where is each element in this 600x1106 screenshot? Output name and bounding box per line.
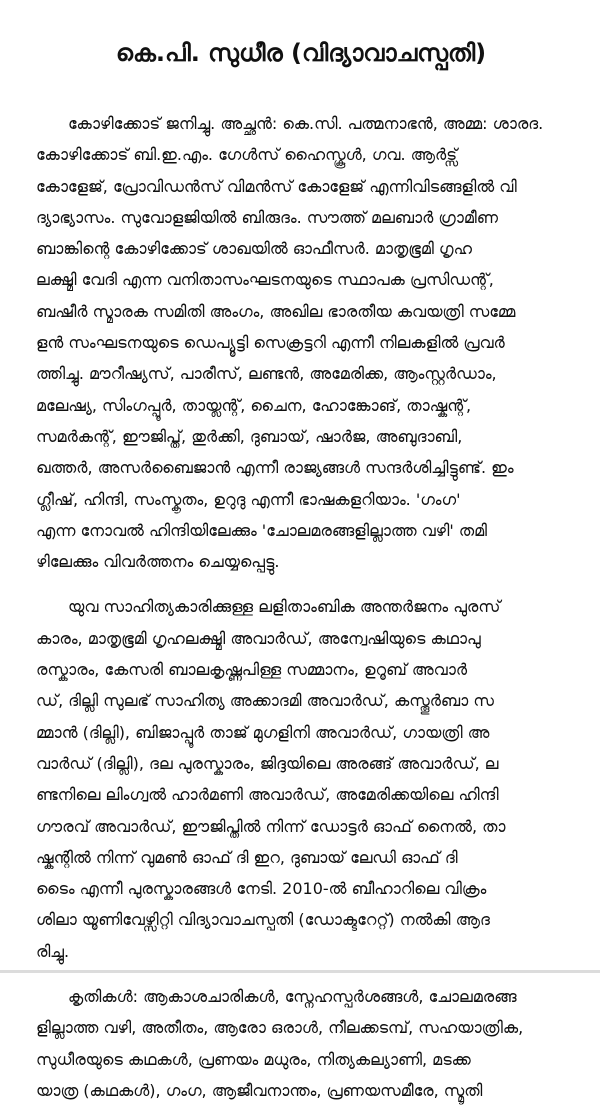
text-line: മലേഷ്യ, സിംഗപ്പൂർ, തായ്ലന്റ്, ചൈന, ഹോങ്കോങ്, താഷ്കന്റ്, <box>36 395 472 415</box>
paragraph-works <box>36 981 566 1106</box>
text-line: ഡ്, ദില്ലി സുലഭ് സാഹിത്യ അക്കാദമി അവാർഡ്, കസ്തൂർബാ സ <box>36 691 494 711</box>
text-line: കോഴിക്കോട് ജനിച്ചു. അച്ഛൻ: കെ.സി. പത്മനാഭൻ, അമ്മ: ശാരദ. <box>68 114 544 133</box>
text-line: ശിലാ യൂണിവേഴ്സിറ്റി വിദ്യാവാചസ്പതി (ഡോക്ടറേറ്റ്) നൽകി ആദ <box>36 910 490 930</box>
paragraph-awards <box>36 591 566 967</box>
text-line: ഴിലേക്കും വിവർത്തനം ചെയ്യപ്പെട്ടു. <box>36 552 280 572</box>
text-line: യാത്ര (കഥകൾ), ഗംഗ, ആജീവനാന്തം, പ്രണയസമീരേ, സ്മൃതി <box>36 1080 483 1100</box>
text-line: ദ്യാഭ്യാസം. സുവോളജിയിൽ ബിരുദം. സൗത്ത് മലബാർ ഗ്രാമീണ <box>36 207 498 227</box>
text-line: കോഴിക്കോട് ബി.ഇ.എം. ഗേൾസ് ഹൈസ്കൂൾ, ഗവ. ആർട്സ് <box>36 145 458 165</box>
text-line: മ്മാൻ (ദില്ലി), ബിജാപ്പൂർ താജ് മുഗളിനി അവാർഡ്, ഗായത്രി അ <box>36 722 490 742</box>
text-line: ളൻ സംഘടനയുടെ ഡെപ്യൂട്ടി സെക്രട്ടറി എന്നീ നിലകളിൽ പ്രവർ <box>36 333 505 353</box>
text-line: ടൈം എന്നീ പുരസ്കാരങ്ങൾ നേടി. 2010-ൽ ബീഹാറിലെ വിക്രം <box>36 879 487 899</box>
text-line: എന്ന നോവൽ ഹിന്ദിയിലേക്കും 'ചോലമരങ്ങളില്ലാത്ത വഴി' തമി <box>36 520 488 540</box>
text-line: ഗ്ലീഷ്, ഹിന്ദി, സംസ്കൃതം, ഉറുദു എന്നീ ഭാഷകളറിയാം. 'ഗംഗ' <box>36 489 461 509</box>
text-line: ഖത്തർ, അസർബൈജാൻ എന്നീ രാജ്യങ്ങൾ സന്ദർശിച്ചിട്ടുണ്ട്. ഇം <box>36 458 514 478</box>
text-line: രസ്കാരം, കേസരി ബാലകൃഷ്ണപിള്ള സമ്മാനം, ഉറൂബ് അവാർ <box>36 660 468 680</box>
text-line: ഗൗരവ് അവാർഡ്, ഈജിപ്തിൽ നിന്ന് ഡോട്ടർ ഓഫ് നൈൽ, താ <box>36 816 506 836</box>
text-line: ബഷീർ സ്മാരക സമിതി അംഗം, അഖില ഭാരതീയ കവയത്രി സമ്മേ <box>36 301 516 321</box>
text-line: കോളേജ്, പ്രോവിഡൻസ് വിമൻസ് കോളേജ് എന്നിവിടങ്ങളിൽ വി <box>36 176 517 196</box>
text-line: സുധീരയുടെ കഥകൾ, പ്രണയം മധുരം, നിത്യകല്യാണി, മടക്ക <box>36 1049 471 1069</box>
text-line: കാരം, മാതൃഭൂമി ഗൃഹലക്ഷ്മി അവാർഡ്, അന്വേഷിയുടെ കഥാപു <box>36 628 481 648</box>
text-line: രിച്ചു. <box>36 941 70 961</box>
text-line: കൃതികൾ: ആകാശചാരികൾ, സ്നേഹസ്പർശങ്ങൾ, ചോലമരങ്ങ <box>68 987 517 1007</box>
text-line: ലക്ഷ്മി വേദി എന്ന വനിതാസംഘടനയുടെ സ്ഥാപക പ്രസിഡന്റ്, <box>36 270 494 290</box>
text-line: വാർഡ് (ദില്ലി), ദല പുരസ്കാരം, ജിദ്ദയിലെ അരങ്ങ് അവാർഡ്, ല <box>36 753 499 773</box>
text-line: ബാങ്കിന്റെ കോഴിക്കോട് ശാഖയിൽ ഓഫീസർ. മാതൃഭൂമി ഗൃഹ <box>36 239 472 259</box>
text-line: ഷ്കന്റിൽ നിന്ന് വുമൺ ഓഫ് ദി ഇറ, ദുബായ് ലേഡി ഓഫ് ദി <box>36 847 458 867</box>
text-line: സമർകന്റ്, ഈജിപ്ത്, തുർക്കി, ദുബായ്, ഷാർജ, അബുദാബി, <box>36 426 463 446</box>
paragraph-biography <box>36 108 566 577</box>
text-line: ണ്ടനിലെ ലിംഗ്വൽ ഹാർമണി അവാർഡ്, അമേരിക്കയിലെ ഹിന്ദി <box>36 785 499 805</box>
text-line: ളില്ലാത്ത വഴി, അതീതം, ആരോ ഒരാൾ, നീലക്കടമ്പ്, സഹയാത്രിക, <box>36 1018 524 1038</box>
body-text <box>36 108 566 1106</box>
text-line: യുവ സാഹിത്യകാരിക്കുള്ള ലളിതാംബിക അന്തർജനം പുരസ് <box>68 597 501 617</box>
text-line: ത്തിച്ചു. മൗറീഷ്യസ്, പാരീസ്, ലണ്ടൻ, അമേരിക്ക, ആംസ്റ്റർഡാം, <box>36 364 497 384</box>
page-title: കെ.പി. സുധീര (വിദ്യാവാചസ്പതി) <box>115 39 487 67</box>
